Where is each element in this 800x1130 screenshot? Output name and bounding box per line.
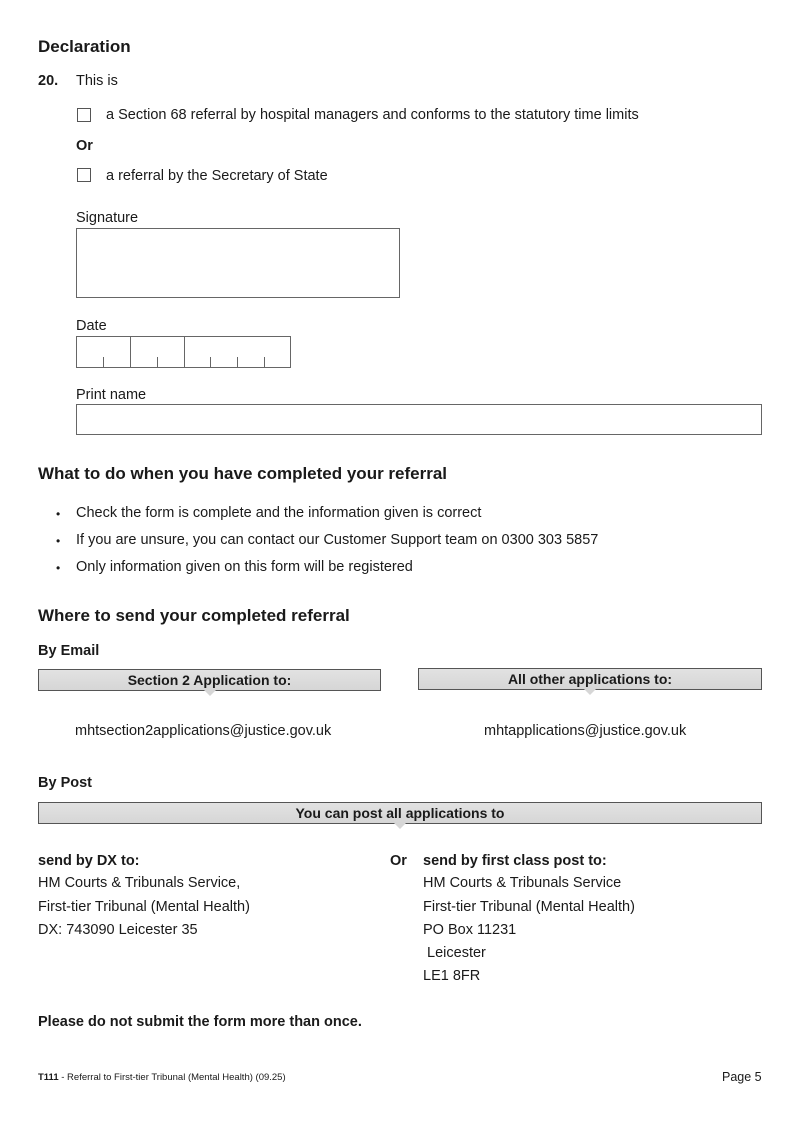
banner-notch [584,689,596,695]
footer-code: T111 [38,1072,59,1083]
banner-notch [394,823,406,829]
date-label: Date [76,318,107,334]
post-banner [38,802,762,824]
other-banner-text: All other applications to: [507,671,673,687]
page-number: Page 5 [722,1070,762,1084]
or-label: Or [76,138,93,154]
bullet-item: Check the form is complete and the information given is correct [76,505,482,521]
date-field[interactable] [76,336,291,368]
first-class-line: Leicester [423,945,486,961]
send-heading: Where to send your completed referral [38,606,350,625]
dx-line: First-tier Tribunal (Mental Health) [38,899,250,915]
dx-line: HM Courts & Tribunals Service, [38,875,241,891]
completed-heading: What to do when you have completed your referral [38,464,448,483]
first-class-line: HM Courts & Tribunals Service [423,875,622,891]
secretary-of-state-checkbox[interactable] [77,168,91,182]
secretary-of-state-label: a referral by the Secretary of State [106,168,328,184]
section68-label: a Section 68 referral by hospital managers and conforms to the statutory time limits [106,107,639,123]
first-class-title: send by first class post to: [423,853,607,869]
section68-checkbox[interactable] [77,108,91,122]
signature-label: Signature [76,210,139,226]
bullet-item: If you are unsure, you can contact our Customer Support team on 0300 303 5857 [76,532,599,548]
by-email-label: By Email [38,643,100,659]
banner-notch [204,690,216,696]
first-class-line: First-tier Tribunal (Mental Health) [423,899,635,915]
other-banner [418,668,762,690]
bullet-item: Only information given on this form will be registered [76,559,413,575]
dx-line: DX: 743090 Leicester 35 [38,922,198,938]
declaration-heading: Declaration [38,37,131,56]
print-name-field[interactable] [76,404,762,435]
section2-email[interactable]: mhtsection2applications@justice.gov.uk [75,723,332,739]
other-email[interactable]: mhtapplications@justice.gov.uk [484,723,687,739]
footer-description: - Referral to First-tier Tribunal (Mental Health) (09.25) [58,1072,286,1083]
section2-banner-text: Section 2 Application to: [127,672,292,688]
bullet-dot: • [56,561,61,575]
post-or-label: Or [390,853,407,869]
first-class-line: LE1 8FR [423,968,481,984]
bullet-dot: • [56,507,61,521]
bullet-dot: • [56,534,61,548]
section2-banner [38,669,381,691]
post-banner-text: You can post all applications to [295,805,505,821]
print-name-label: Print name [76,387,147,403]
first-class-line: PO Box 11231 [423,922,517,938]
warning-text: Please do not submit the form more than once. [38,1014,362,1030]
by-post-label: By Post [38,775,92,791]
question-number: 20. [38,73,59,89]
footer-form-info [38,1072,286,1083]
signature-field[interactable] [76,228,400,298]
dx-title: send by DX to: [38,853,140,869]
question-text: This is [76,73,118,89]
